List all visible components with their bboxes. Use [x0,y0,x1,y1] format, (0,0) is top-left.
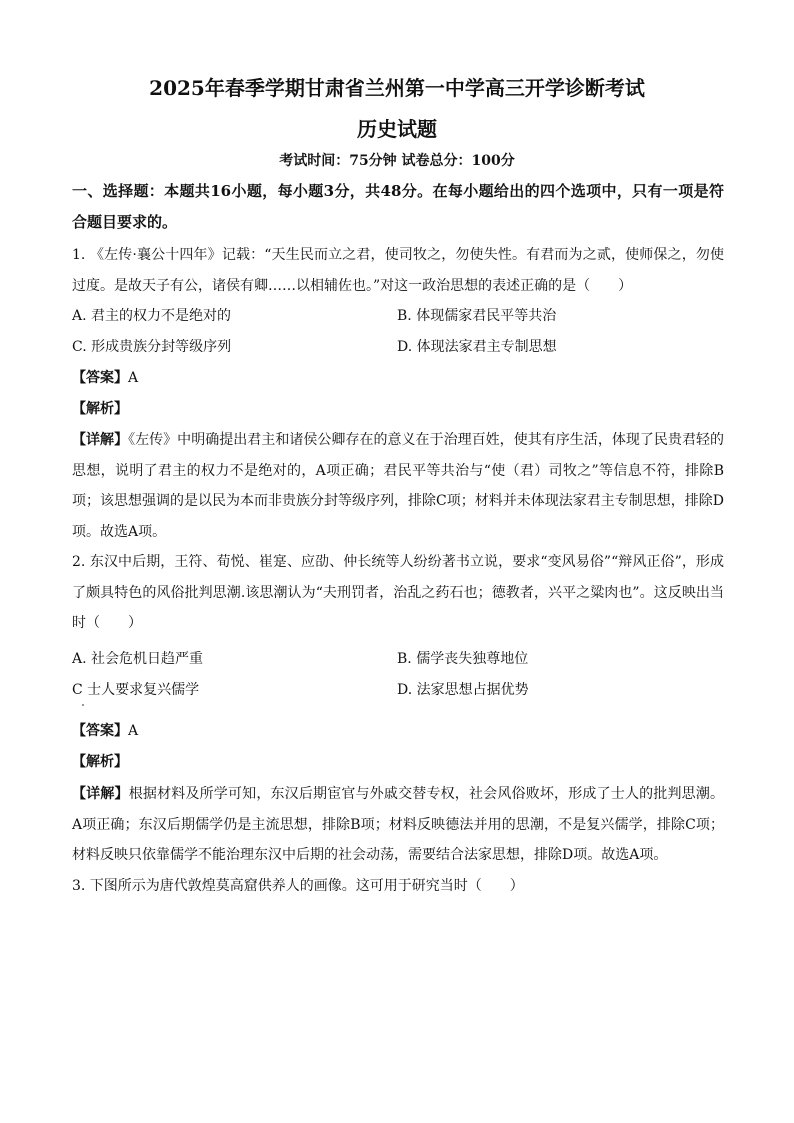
question-2-analysis-label [72,752,128,772]
exam-title: 2025年春季学期甘肃省兰州第一中学高三开学诊断考试 [149,76,645,100]
stray-mark [82,704,84,706]
question-1-answer [72,368,138,388]
question-2-detail [72,779,724,871]
question-1-stem: 1. 《左传·襄公十四年》记载：“天生民而立之君，使司牧之，勿使失性。有君而为之贰，使师保之，勿使过度。是故天子有公，诸侯有卿……以相辅佐也。”对这一政治思想的表述正确的是（ ） [72,247,724,294]
detail-label: 【详解】 [72,432,129,448]
subject-title: 历史试题 [357,117,437,141]
question-2-answer [72,721,138,741]
question-1-detail [72,425,724,547]
answer-label: 【答案】 [72,370,128,386]
analysis-label: 【解析】 [72,754,128,770]
question-2-option-b: B. 儒学丧失独尊地位 [397,651,529,667]
detail-text: 根据材料及所学可知，东汉后期宦官与外戚交替专权，社会风俗败坏，形成了士人的批判思潮。A项正确；东汉后期儒学仍是主流思想，排除B项；材料反映德法并用的思潮，不是复兴儒学，排除C项；材料反映只依靠儒学不能治理东汉中后期的社会动荡，需要结合法家思想，排除D项。故选A项。 [72,786,725,863]
question-1-option-a: A. 君主的权力不是绝对的 [72,308,232,324]
question-2-option-a: A. 社会危机日趋严重 [72,651,204,667]
question-1-option-b: B. 体现儒家君民平等共治 [397,308,557,324]
question-1-option-d: D. 体现法家君主专制思想 [397,339,557,355]
question-2-option-c: C 士人要求复兴儒学 [72,682,200,698]
question-1-analysis-label [72,399,128,419]
answer-value: A [128,723,139,739]
answer-value: A [128,370,139,386]
analysis-label: 【解析】 [72,401,128,417]
question-1-option-c: C. 形成贵族分封等级序列 [72,339,232,355]
detail-text: 《左传》中明确提出君主和诸侯公卿存在的意义在于治理百姓，使其有序生活，体现了民贵君轻的思想，说明了君主的权力不是绝对的，A项正确；君民平等共治与“使（君）司牧之”等信息不符，排除B项；该思想强调的是以民为本而非贵族分封等级序列，排除C项；材料并未体现法家君主专制思想，排除D项。故选A项。 [72,432,725,540]
exam-info: 考试时间：75分钟 试卷总分：100分 [279,153,515,169]
answer-label: 【答案】 [72,723,128,739]
detail-label: 【详解】 [72,786,129,802]
question-2-stem: 2. 东汉中后期，王符、荀悦、崔寔、应劭、仲长统等人纷纷著书立说，要求“变风易俗”“辩风正俗”，形成了颇具特色的风俗批判思潮.该思潮认为“夫刑罚者，治乱之药石也；德教者，兴平之粱肉也”。这反映出当时（ ） [72,554,724,631]
section-heading: 一、选择题：本题共16小题，每小题3分，共48分。在每小题给出的四个选项中，只有一项是符合题目要求的。 [72,182,724,231]
question-3-stem: 3. 下图所示为唐代敦煌莫高窟供养人的画像。这可用于研究当时（ ） [72,878,524,894]
question-2-option-d: D. 法家思想占据优势 [397,682,529,698]
